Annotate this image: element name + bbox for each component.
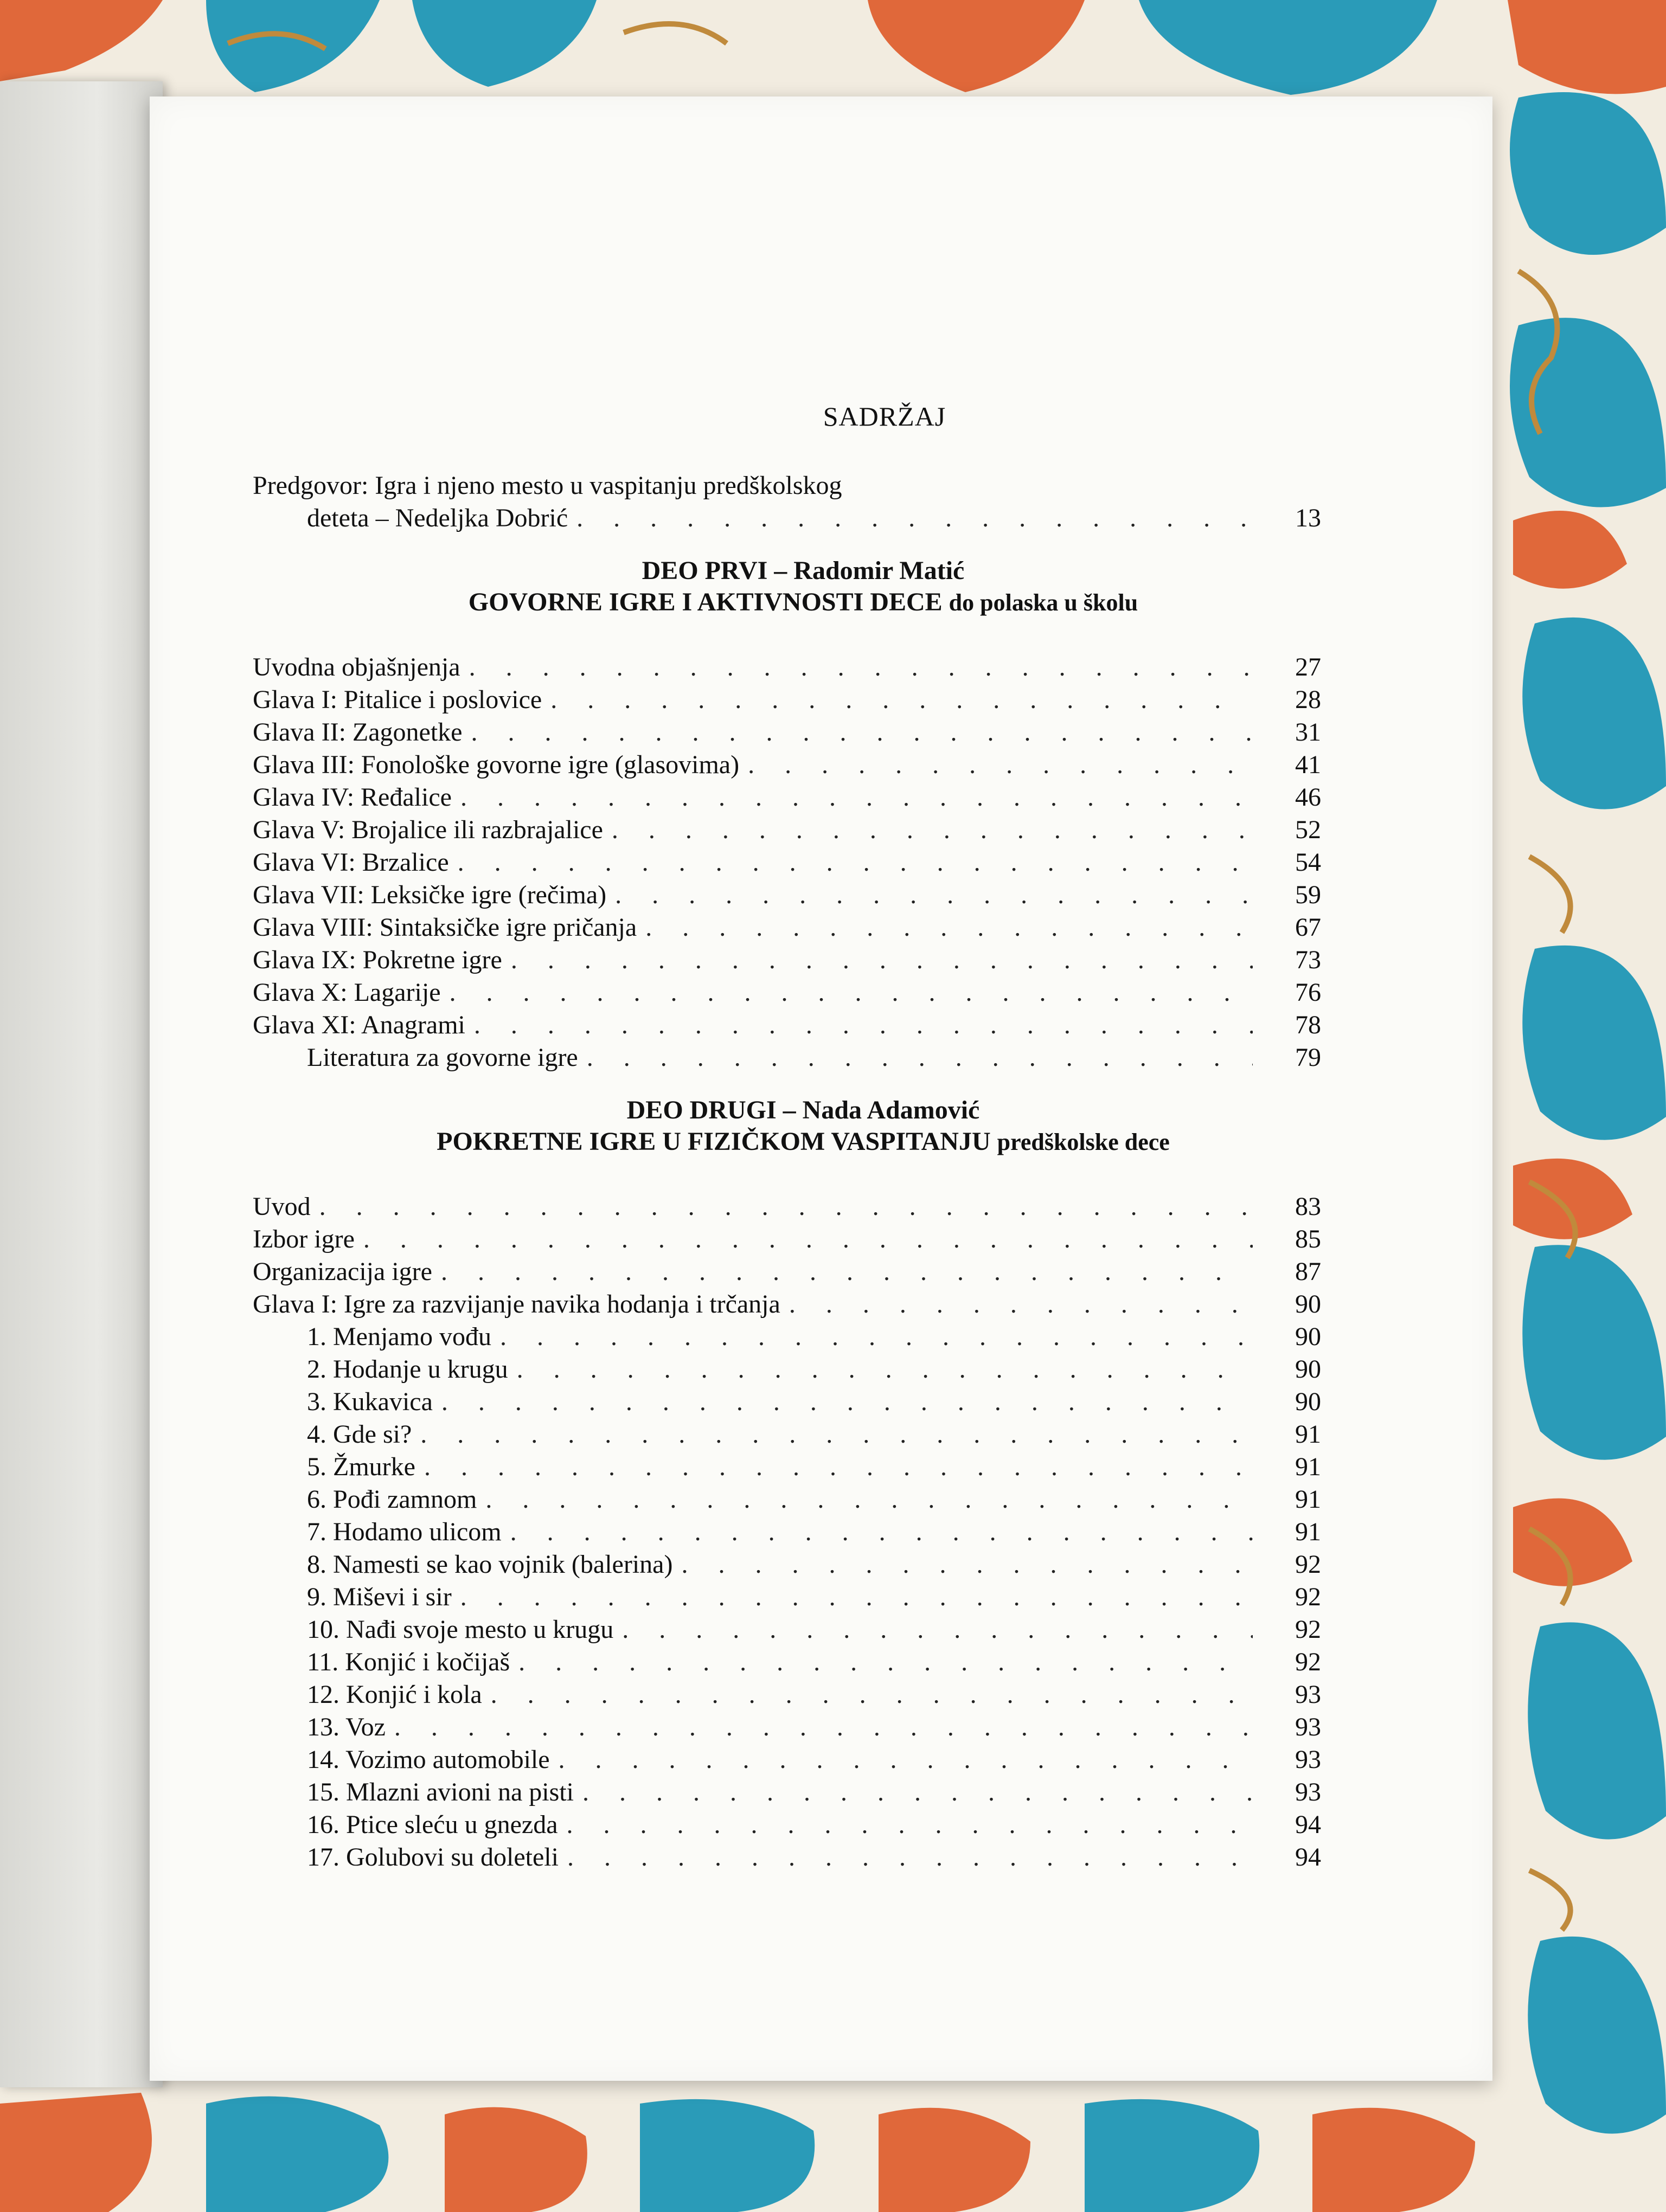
part-two-title: POKRETNE IGRE U FIZIČKOM VASPITANJU — [437, 1127, 991, 1156]
toc-entry — [253, 1613, 1321, 1646]
toc-entry-label: 10. Nađi svoje mesto u krugu — [307, 1615, 614, 1644]
toc-entry — [253, 1516, 1321, 1548]
dot-leader — [748, 749, 1253, 781]
dot-leader — [474, 1009, 1253, 1041]
toc-entry-label: Glava V: Brojalice ili razbrajalice — [253, 815, 603, 844]
toc-entry — [253, 716, 1321, 749]
part-one-author-line: DEO PRVI – Radomir Matić — [642, 556, 965, 585]
toc-entry — [253, 879, 1321, 911]
dot-leader — [587, 1041, 1253, 1074]
toc-entry-label: 2. Hodanje u krugu — [307, 1355, 508, 1384]
part-one-title: GOVORNE IGRE I AKTIVNOSTI DECE — [468, 588, 943, 616]
dot-leader — [460, 1581, 1253, 1613]
toc-entry-label: Glava II: Zagonetke — [253, 718, 463, 747]
toc-page-number: 91 — [1295, 1420, 1321, 1449]
toc-entry — [253, 1581, 1321, 1613]
toc-page-number: 78 — [1295, 1011, 1321, 1039]
game-entries — [253, 1321, 1321, 1874]
toc-entry — [253, 1191, 1321, 1223]
toc-page-number: 31 — [1295, 718, 1321, 747]
toc-entry — [253, 1744, 1321, 1776]
toc-entry — [253, 1776, 1321, 1809]
toc-page-number: 91 — [1295, 1485, 1321, 1514]
toc-page-number: 92 — [1295, 1648, 1321, 1676]
toc-entry — [253, 911, 1321, 944]
dot-leader — [510, 1516, 1253, 1548]
table-of-contents — [253, 400, 1321, 1874]
toc-entry-preface — [253, 502, 1321, 535]
toc-entry — [253, 749, 1321, 781]
dot-leader — [491, 1679, 1253, 1711]
part-one-heading — [285, 555, 1321, 619]
toc-entry — [253, 1646, 1321, 1679]
dot-leader — [550, 684, 1253, 716]
part-one-title-line — [285, 587, 1321, 619]
toc-entry — [253, 1386, 1321, 1418]
toc-page-number: 79 — [1295, 1043, 1321, 1072]
dot-leader — [441, 1256, 1253, 1288]
dot-leader — [458, 846, 1253, 879]
page-title: SADRŽAJ — [823, 401, 946, 432]
toc-entry — [253, 1548, 1321, 1581]
toc-page-number: 76 — [1295, 978, 1321, 1007]
toc-entry — [253, 1418, 1321, 1451]
toc-entry-label: Glava IV: Ređalice — [253, 783, 452, 812]
toc-entry-label: 11. Konjić i kočijaš — [307, 1648, 510, 1676]
toc-page-number: 92 — [1295, 1615, 1321, 1644]
toc-entry-label: 8. Namesti se kao vojnik (balerina) — [307, 1550, 673, 1579]
toc-entry-label: Literatura za govorne igre — [307, 1043, 578, 1072]
part-two-title-line — [285, 1126, 1321, 1158]
toc-entry-label: 15. Mlazni avioni na pisti — [307, 1778, 574, 1806]
toc-entry-label: 13. Voz — [307, 1713, 386, 1741]
dot-leader — [394, 1711, 1253, 1744]
toc-page-number: 28 — [1295, 685, 1321, 714]
part-one-entries — [253, 651, 1321, 1041]
toc-entry — [253, 1009, 1321, 1041]
book-page — [150, 97, 1492, 2081]
toc-entry-label: 3. Kukavica — [307, 1387, 433, 1416]
toc-entry-label: Glava X: Lagarije — [253, 978, 441, 1007]
toc-page-number: 13 — [1295, 504, 1321, 532]
dot-leader — [441, 1386, 1253, 1418]
dot-leader — [450, 976, 1253, 1009]
toc-page-number: 67 — [1295, 913, 1321, 942]
toc-entry — [253, 814, 1321, 846]
toc-entry-label: Uvod — [253, 1192, 311, 1221]
toc-page-number: 91 — [1295, 1517, 1321, 1546]
toc-entry-label: 16. Ptice sleću u gnezda — [307, 1810, 558, 1839]
dot-leader — [622, 1613, 1253, 1646]
dot-leader — [559, 1744, 1253, 1776]
toc-page-number: 52 — [1295, 815, 1321, 844]
toc-entry — [253, 1711, 1321, 1744]
toc-entry-label: Glava VII: Leksičke igre (rečima) — [253, 880, 607, 909]
toc-page-number: 94 — [1295, 1843, 1321, 1872]
toc-page-number: 27 — [1295, 653, 1321, 681]
toc-entry-label: Izbor igre — [253, 1225, 355, 1253]
dot-leader — [645, 911, 1253, 944]
dot-leader — [567, 1841, 1253, 1874]
dot-leader — [424, 1451, 1253, 1483]
dot-leader — [319, 1191, 1253, 1223]
toc-entry-label: 5. Žmurke — [307, 1452, 415, 1481]
toc-entry — [253, 684, 1321, 716]
dot-leader — [500, 1321, 1253, 1353]
toc-entry — [253, 1809, 1321, 1841]
toc-entry-label: 9. Miševi i sir — [307, 1583, 452, 1611]
toc-page-number: 92 — [1295, 1583, 1321, 1611]
toc-page-number: 87 — [1295, 1257, 1321, 1286]
toc-entry — [253, 1288, 1321, 1321]
toc-page-number: 93 — [1295, 1680, 1321, 1709]
toc-entry-label: Organizacija igre — [253, 1257, 432, 1286]
toc-page-number: 93 — [1295, 1778, 1321, 1806]
toc-page-number: 85 — [1295, 1225, 1321, 1253]
toc-entry — [253, 1256, 1321, 1288]
toc-entry — [253, 1321, 1321, 1353]
toc-entry — [253, 846, 1321, 879]
toc-page-number: 93 — [1295, 1713, 1321, 1741]
dot-leader — [615, 879, 1253, 911]
toc-page-number: 90 — [1295, 1290, 1321, 1319]
toc-page-number: 59 — [1295, 880, 1321, 909]
toc-page-number: 83 — [1295, 1192, 1321, 1221]
dot-leader — [471, 716, 1253, 749]
toc-entry-label: 1. Menjamo vođu — [307, 1322, 491, 1351]
previous-page-edge — [0, 81, 163, 2087]
toc-entry — [253, 976, 1321, 1009]
dot-leader — [582, 1776, 1253, 1809]
toc-entry — [253, 1841, 1321, 1874]
toc-entry — [253, 781, 1321, 814]
part-two-entries — [253, 1191, 1321, 1321]
toc-entry-label: 6. Pođi zamnom — [307, 1485, 477, 1514]
toc-entry-label: Glava III: Fonološke govorne igre (glasovima) — [253, 750, 740, 779]
toc-page-number: 46 — [1295, 783, 1321, 812]
dot-leader — [517, 1353, 1253, 1386]
part-two-subtitle: predškolske dece — [997, 1129, 1170, 1155]
toc-page-number: 90 — [1295, 1355, 1321, 1384]
dot-leader — [420, 1418, 1253, 1451]
part-two-author-line: DEO DRUGI – Nada Adamović — [626, 1096, 980, 1124]
part-two-heading — [285, 1095, 1321, 1158]
toc-page-number: 91 — [1295, 1452, 1321, 1481]
dot-leader — [485, 1483, 1253, 1516]
toc-page-number: 73 — [1295, 946, 1321, 974]
toc-entry-label: deteta – Nedeljka Dobrić — [307, 504, 568, 532]
toc-entry-label: 14. Vozimo automobile — [307, 1745, 550, 1774]
toc-entry-label: 4. Gde si? — [307, 1420, 412, 1449]
toc-entry-label: 12. Konjić i kola — [307, 1680, 482, 1709]
part-one-subtitle: do polaska u školu — [949, 589, 1138, 616]
toc-entry-label: 7. Hodamo ulicom — [307, 1517, 502, 1546]
dot-leader — [460, 781, 1253, 814]
dot-leader — [681, 1548, 1253, 1581]
toc-entry — [253, 944, 1321, 976]
dot-leader — [612, 814, 1253, 846]
dot-leader — [518, 1646, 1253, 1679]
dot-leader — [789, 1288, 1253, 1321]
toc-entry-label: 17. Golubovi su doleteli — [307, 1843, 559, 1872]
dot-leader — [511, 944, 1253, 976]
toc-page-number: 54 — [1295, 848, 1321, 877]
toc-page-number: 93 — [1295, 1745, 1321, 1774]
toc-entry — [253, 1223, 1321, 1256]
dot-leader — [576, 502, 1253, 535]
toc-page-number: 90 — [1295, 1387, 1321, 1416]
preface-line-1: Predgovor: Igra i njeno mesto u vaspitanju predškolskog — [253, 471, 842, 500]
toc-entry-literature — [253, 1041, 1321, 1074]
toc-entry — [253, 1483, 1321, 1516]
toc-entry — [253, 1353, 1321, 1386]
toc-page-number: 94 — [1295, 1810, 1321, 1839]
toc-entry-label: Glava XI: Anagrami — [253, 1011, 465, 1039]
toc-entry — [253, 1451, 1321, 1483]
dot-leader — [567, 1809, 1253, 1841]
toc-entry — [253, 651, 1321, 684]
toc-page-number: 92 — [1295, 1550, 1321, 1579]
toc-entry-label: Glava I: Pitalice i poslovice — [253, 685, 542, 714]
toc-entry-label: Glava VIII: Sintaksičke igre pričanja — [253, 913, 637, 942]
toc-entry-label: Glava VI: Brzalice — [253, 848, 449, 877]
toc-entry-label: Glava IX: Pokretne igre — [253, 946, 502, 974]
toc-entry — [253, 1679, 1321, 1711]
toc-page-number: 90 — [1295, 1322, 1321, 1351]
toc-entry-label: Uvodna objašnjenja — [253, 653, 460, 681]
dot-leader — [363, 1223, 1253, 1256]
dot-leader — [469, 651, 1253, 684]
toc-entry-label: Glava I: Igre za razvijanje navika hodanja i trčanja — [253, 1290, 780, 1319]
toc-page-number: 41 — [1295, 750, 1321, 779]
